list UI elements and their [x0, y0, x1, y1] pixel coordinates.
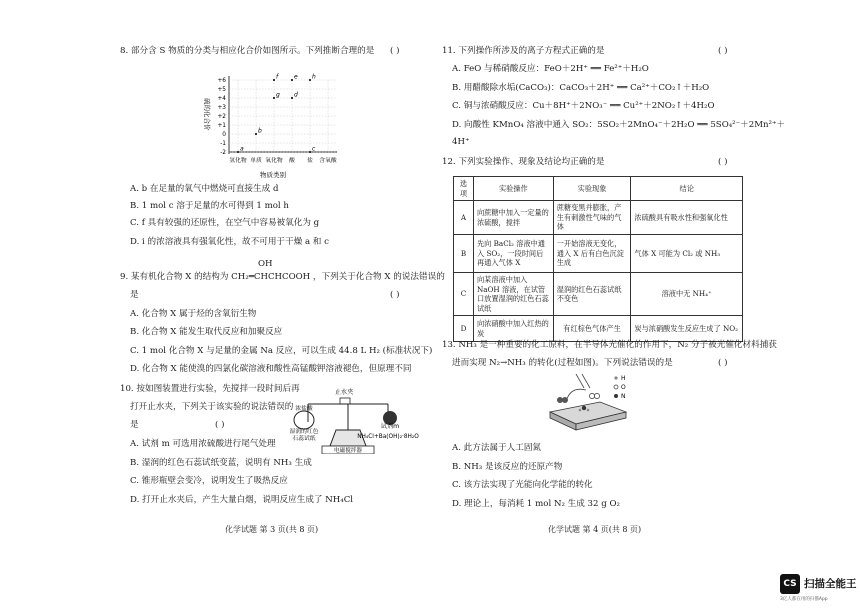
q10-stem: 10. 按如图装置进行实验，先搅拌一段时间后再: [120, 384, 300, 394]
nh3-molecule: [582, 406, 586, 410]
logo-name: 扫描全能王: [804, 578, 857, 590]
q11-option-a: A. FeO 与稀硝酸反应：FeO＋2H⁺ ══ Fe²⁺＋H₂O: [452, 64, 649, 74]
q12-header-conclusion: 结论: [631, 177, 743, 201]
q10-paren: ( ): [215, 420, 225, 430]
y-tick-label: +6: [217, 78, 226, 84]
q12-row-b-opt: B: [454, 234, 474, 272]
stirrer-label: 电磁搅拌器: [334, 448, 362, 454]
q10-option-c: C. 锥形瓶壁会变冷，说明发生了吸热反应: [130, 476, 288, 486]
o2-molecule: [589, 393, 594, 398]
q12-row-a-opt: A: [454, 201, 474, 235]
q8-valence-chart: [195, 68, 345, 180]
q11-option-c: C. 铜与浓硝酸反应：Cu＋8H⁺＋2NO₃⁻ ══ Cu²⁺＋2NO₂↑＋4H₂O: [452, 101, 715, 111]
q12-row-a-op: 向蔗糖中加入一定量的浓硫酸，搅拌: [473, 201, 553, 235]
q13-stem: 13. NH₃ 是一种重要的化工原料，在半导体光催化的作用下，N₂ 分子被光催化材料捕获: [442, 340, 777, 350]
point-label-a: a: [240, 145, 244, 153]
q12-header-phenomenon: 实验现象: [553, 177, 631, 201]
reagent-m-label: 试剂m: [380, 423, 400, 430]
x-category-label: 酸: [289, 158, 295, 164]
q12-stem: 12. 下列实验操作、现象及结论均正确的是: [442, 157, 605, 167]
q12-row-b-phen: 一开始溶液无变化，通入 X 后有白色沉淀生成: [553, 234, 631, 272]
x-category-label: 单质: [250, 158, 262, 164]
y-tick-label: -1: [220, 141, 226, 147]
cs-logo-icon: CS: [780, 574, 800, 594]
cycle-arrow: [566, 389, 586, 402]
q12-row-c-phen: 湿润的红色石蕊试纸不变色: [553, 272, 631, 315]
point-label-b: b: [258, 127, 262, 135]
q12-row-a-concl: 浓硫酸具有吸水性和强氧化性: [631, 201, 743, 235]
point-label-h: h: [312, 73, 316, 81]
q13-option-a: A. 此方法属于人工固氮: [452, 443, 542, 453]
q11-stem: 11. 下列操作所涉及的离子方程式正确的是: [442, 46, 605, 56]
footer-page-3: 化学试题 第 3 页(共 8 页): [225, 525, 319, 534]
x-category-label: 盐: [307, 158, 313, 164]
q12-row-c-opt: C: [454, 272, 474, 315]
hcl-flask: [294, 411, 314, 429]
table-row: [454, 234, 743, 272]
q10-option-b: B. 湿润的红色石蕊试纸变蓝，说明有 NH₃ 生成: [130, 458, 312, 468]
point-label-g: g: [276, 91, 280, 99]
q9-oh-label: OH: [258, 259, 273, 269]
q8-option-a: A. b 在足量的氧气中燃烧可直接生成 d: [130, 184, 279, 194]
y-tick-label: 0: [222, 132, 226, 138]
q8-chart-xlabel: 物质类别: [260, 171, 286, 179]
litmus-label-1: 湿润的红色: [289, 429, 319, 435]
logo-subtitle: 3亿人都在用的扫描App: [780, 597, 828, 602]
q9-stem-2: 是: [130, 290, 139, 300]
q9-option-a: A. 化合物 X 属于烃的含氧衍生物: [130, 309, 257, 319]
q10-apparatus-diagram: [278, 382, 426, 454]
table-row: [454, 272, 743, 315]
point-label-c: c: [312, 145, 316, 153]
point-e: [291, 79, 293, 81]
y-tick-label: +4: [217, 96, 226, 102]
y-tick-label: +5: [217, 87, 226, 93]
x-category-label: 氧化物: [265, 158, 283, 164]
q8-chart-ylabel: 硫的化合价: [203, 98, 211, 131]
q12-row-d-op: 向浓硝酸中加入红热的炭: [473, 316, 553, 342]
legend-h-label: H: [621, 375, 626, 382]
q10-stem-2: 打开止水夹，下列关于该实验的说法错误的: [130, 402, 294, 412]
q12-header-option: 选项: [454, 177, 474, 201]
q13-paren: ( ): [718, 358, 728, 368]
footer-page-4: 化学试题 第 4 页(共 8 页): [548, 525, 642, 534]
point-g: [273, 97, 275, 99]
q12-row-d-concl: 炭与浓硝酸发生反应生成了 NO₂: [631, 316, 743, 342]
q11-paren: ( ): [718, 46, 728, 56]
q11-option-d-tail: 4H⁺: [452, 137, 470, 147]
q12-header-operation: 实验操作: [473, 177, 553, 201]
point-f: [273, 79, 275, 81]
q10-option-a: A. 试剂 m 可选用浓硫酸进行尾气处理: [130, 439, 276, 449]
q13-stem-2: 进而实现 N₂→NH₃ 的转化(过程如图)。下列说法错误的是: [452, 358, 673, 368]
x-category-label: 氢化物: [229, 158, 247, 164]
q9-option-b: B. 化合物 X 能发生取代反应和加聚反应: [130, 327, 283, 337]
q11-option-d: D. 向酸性 KMnO₄ 溶液中通入 SO₂：5SO₂＋2MnO₄⁻＋2H₂O ══ 5SO₄²⁻＋2Mn²⁺＋: [452, 120, 786, 130]
table-row: [454, 201, 743, 235]
q10-stem-3: 是: [130, 420, 139, 430]
q13-option-d: D. 理论上，每消耗 1 mol N₂ 生成 32 g O₂: [452, 499, 620, 509]
y-tick-label: -2: [220, 150, 226, 156]
q13-option-c: C. 该方法实现了光能向化学能的转化: [452, 480, 593, 490]
q12-row-c-op: 向某溶液中加入 NaOH 溶液，在试管口放置湿润的红色石蕊试纸: [473, 272, 553, 315]
point-label-e: e: [294, 73, 298, 81]
point-a: [237, 151, 239, 153]
y-tick-label: +3: [217, 105, 226, 111]
q8-option-b: B. 1 mol c 溶于足量的水可得到 1 mol h: [130, 201, 289, 211]
q8-paren: ( ): [390, 46, 400, 56]
legend-n-dot: [614, 394, 618, 398]
q12-paren: ( ): [718, 157, 728, 167]
point-label-f: f: [276, 73, 279, 81]
q9-option-d: D. 化合物 X 能使溴的四氯化碳溶液和酸性高锰酸钾溶液褪色，但原理不同: [130, 364, 412, 374]
q9-stem: 9. 某有机化合物 X 的结构为 CH₂═CHCHCOOH ，下列关于化合物 X 的说法错误的: [120, 272, 445, 282]
q12-row-b-op: 先向 BaCl₂ 溶液中通入 SO₂，一段时间后再通入气体 X: [473, 234, 553, 272]
camscanner-logo: [780, 574, 857, 602]
y-tick-label: +1: [217, 123, 226, 129]
point-c: [309, 151, 311, 153]
x-category-label: 含氧酸: [319, 158, 337, 164]
q12-row-a-phen: 蔗糖变黑并膨胀，产生有刺激性气味的气体: [553, 201, 631, 235]
q9-option-c: C. 1 mol 化合物 X 与足量的金属 Na 反应，可以生成 44.8 L H₂ (标准状况下): [130, 346, 433, 356]
q12-row-d-phen: 有红棕色气体产生: [553, 316, 631, 342]
clamp-icon: [340, 398, 350, 404]
q12-row-d-opt: D: [454, 316, 474, 342]
q8-option-d: D. i 的浓溶液具有强氧化性，故不可用于干燥 a 和 c: [130, 237, 329, 247]
clamp-label: 止水夹: [334, 389, 354, 396]
q12-table: [453, 176, 743, 342]
hcl-label: 浓盐酸: [295, 406, 313, 412]
q8-option-c: C. f 具有较强的还原性，在空气中容易被氧化为 g: [130, 218, 320, 228]
point-d: [291, 97, 293, 99]
q11-option-b: B. 用醋酸除水垢(CaCO₃)：CaCO₃＋2H⁺ ══ Ca²⁺＋CO₂↑＋H₂O: [452, 83, 710, 93]
mixture-label: NH₄Cl+Ba(OH)₂·8H₂O: [357, 434, 419, 440]
legend-o-dot: [614, 385, 618, 389]
litmus-label-2: 石蕊试纸: [292, 436, 316, 442]
table-row: [454, 316, 743, 342]
legend-n-label: N: [621, 393, 626, 400]
q12-header-row: [454, 177, 743, 201]
q9-paren: ( ): [390, 290, 400, 300]
q12-row-b-concl: 气体 X 可能为 Cl₂ 或 NH₃: [631, 234, 743, 272]
y-tick-label: +2: [217, 114, 226, 120]
q12-row-c-concl: 溶液中无 NH₄⁺: [631, 272, 743, 315]
legend-o-label: O: [621, 384, 626, 391]
point-b: [255, 133, 257, 135]
q13-option-b: B. NH₃ 是该反应的还原产物: [452, 462, 563, 472]
point-label-d: d: [294, 91, 298, 99]
point-h: [309, 79, 311, 81]
q13-photocatalysis-diagram: [540, 372, 650, 438]
q10-option-d: D. 打开止水夹后，产生大量白烟，说明反应生成了 NH₄Cl: [130, 495, 354, 505]
legend-h-dot: [614, 376, 617, 379]
q8-stem: 8. 部分含 S 物质的分类与相应化合价如图所示。下列推断合理的是: [120, 46, 375, 56]
